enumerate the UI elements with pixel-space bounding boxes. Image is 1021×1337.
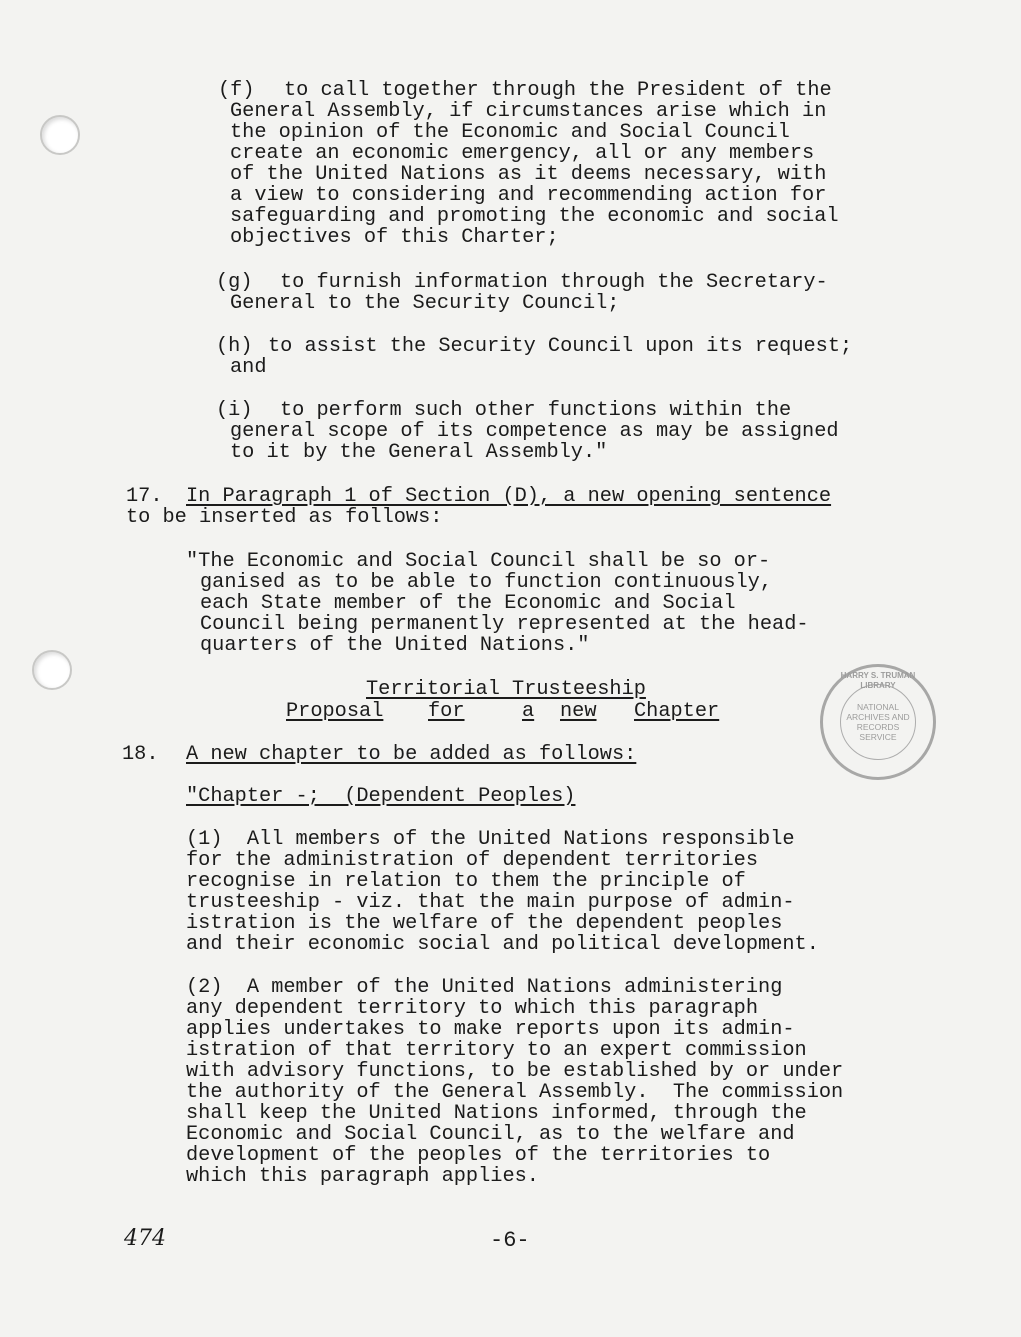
heading-word-chapter: Chapter [634, 700, 720, 723]
item-i-line-1: to perform such other functions within the [280, 399, 792, 422]
item-h-line-2: and [230, 356, 267, 379]
paragraph-17-intro-line-1: In Paragraph 1 of Section (D), a new opening sentence [186, 485, 832, 508]
punch-hole-middle [32, 650, 72, 690]
item-f-line-6: a view to considering and recommending action for [230, 184, 827, 207]
paragraph-17-number: 17. [126, 485, 163, 508]
clause-1-line-4: trusteeship - viz. that the main purpose of admin- [186, 891, 795, 914]
clause-1-line-6: and their economic social and political development. [186, 933, 819, 956]
paragraph-18-intro: A new chapter to be added as follows: [186, 743, 637, 766]
stamp-line-2: ARCHIVES AND [846, 712, 910, 722]
item-i-marker: (i) [216, 399, 253, 422]
clause-2-line-3: applies undertakes to make reports upon its admin- [186, 1018, 795, 1041]
heading-word-proposal: Proposal [286, 700, 384, 723]
clause-2-line-9: development of the peoples of the territories to [186, 1144, 771, 1167]
archive-stamp [820, 664, 936, 780]
item-f-line-1: to call together through the President of the [284, 79, 832, 102]
stamp-center [840, 684, 916, 760]
section-heading-title: Territorial Trusteeship [366, 678, 646, 701]
chapter-title: "Chapter -; (Dependent Peoples) [186, 785, 576, 808]
item-f-line-2: General Assembly, if circumstances arise which in [230, 100, 827, 123]
clause-1-line-3: recognise in relation to them the principle of [186, 870, 746, 893]
item-f-line-5: of the United Nations as it deems necessary, with [230, 163, 827, 186]
paragraph-17-quote-line-4: Council being permanently represented at the head- [200, 613, 809, 636]
item-f-marker: (f) [218, 79, 255, 102]
heading-word-a: a [522, 700, 535, 723]
heading-word-new: new [560, 700, 597, 723]
item-g-marker: (g) [216, 271, 253, 294]
clause-2-line-2: any dependent territory to which this paragraph [186, 997, 759, 1020]
clause-2-line-7: shall keep the United Nations informed, through the [186, 1102, 807, 1125]
paragraph-17-quote-line-3: each State member of the Economic and Social [200, 592, 736, 615]
clause-2-line-6: the authority of the General Assembly. The commission [186, 1081, 844, 1104]
item-h-line-1: to assist the Security Council upon its request; [268, 335, 853, 358]
clause-2-line-8: Economic and Social Council, as to the welfare and [186, 1123, 795, 1146]
doc-number: 474 [124, 1226, 166, 1251]
stamp-line-1: NATIONAL [857, 702, 899, 712]
item-f-line-4: create an economic emergency, all or any members [230, 142, 815, 165]
heading-word-for: for [428, 700, 465, 723]
paragraph-17-intro-line-2: to be inserted as follows: [126, 506, 443, 529]
stamp-line-3: RECORDS [856, 722, 900, 732]
item-f-line-8: objectives of this Charter; [230, 226, 559, 249]
item-f-line-3: the opinion of the Economic and Social Council [230, 121, 790, 144]
item-g-line-2: General to the Security Council; [230, 292, 620, 315]
clause-1-line-1: (1) All members of the United Nations responsible [186, 828, 795, 851]
punch-hole-top [40, 115, 80, 155]
clause-2-line-5: with advisory functions, to be established by or under [186, 1060, 844, 1083]
page-number: -6- [490, 1228, 530, 1253]
item-i-line-3: to it by the General Assembly." [230, 441, 608, 464]
item-h-marker: (h) [216, 335, 253, 358]
paragraph-17-quote-line-1: "The Economic and Social Council shall be so or- [186, 550, 771, 573]
item-g-line-1: to furnish information through the Secretary- [280, 271, 828, 294]
clause-2-line-4: istration of that territory to an expert commission [186, 1039, 807, 1062]
stamp-ring-text: HARRY S. TRUMAN LIBRARY [840, 671, 916, 690]
clause-1-line-5: istration is the welfare of the dependent peoples [186, 912, 783, 935]
stamp-line-4: SERVICE [859, 732, 897, 742]
item-i-line-2: general scope of its competence as may be assigned [230, 420, 839, 443]
paragraph-17-quote-line-2: ganised as to be able to function continuously, [200, 571, 773, 594]
item-f-line-7: safeguarding and promoting the economic and social [230, 205, 839, 228]
paragraph-17-quote-line-5: quarters of the United Nations." [200, 634, 590, 657]
clause-2-line-10: which this paragraph applies. [186, 1165, 539, 1188]
clause-2-line-1: (2) A member of the United Nations administering [186, 976, 783, 999]
clause-1-line-2: for the administration of dependent territories [186, 849, 759, 872]
paragraph-18-number: 18. [122, 743, 159, 766]
